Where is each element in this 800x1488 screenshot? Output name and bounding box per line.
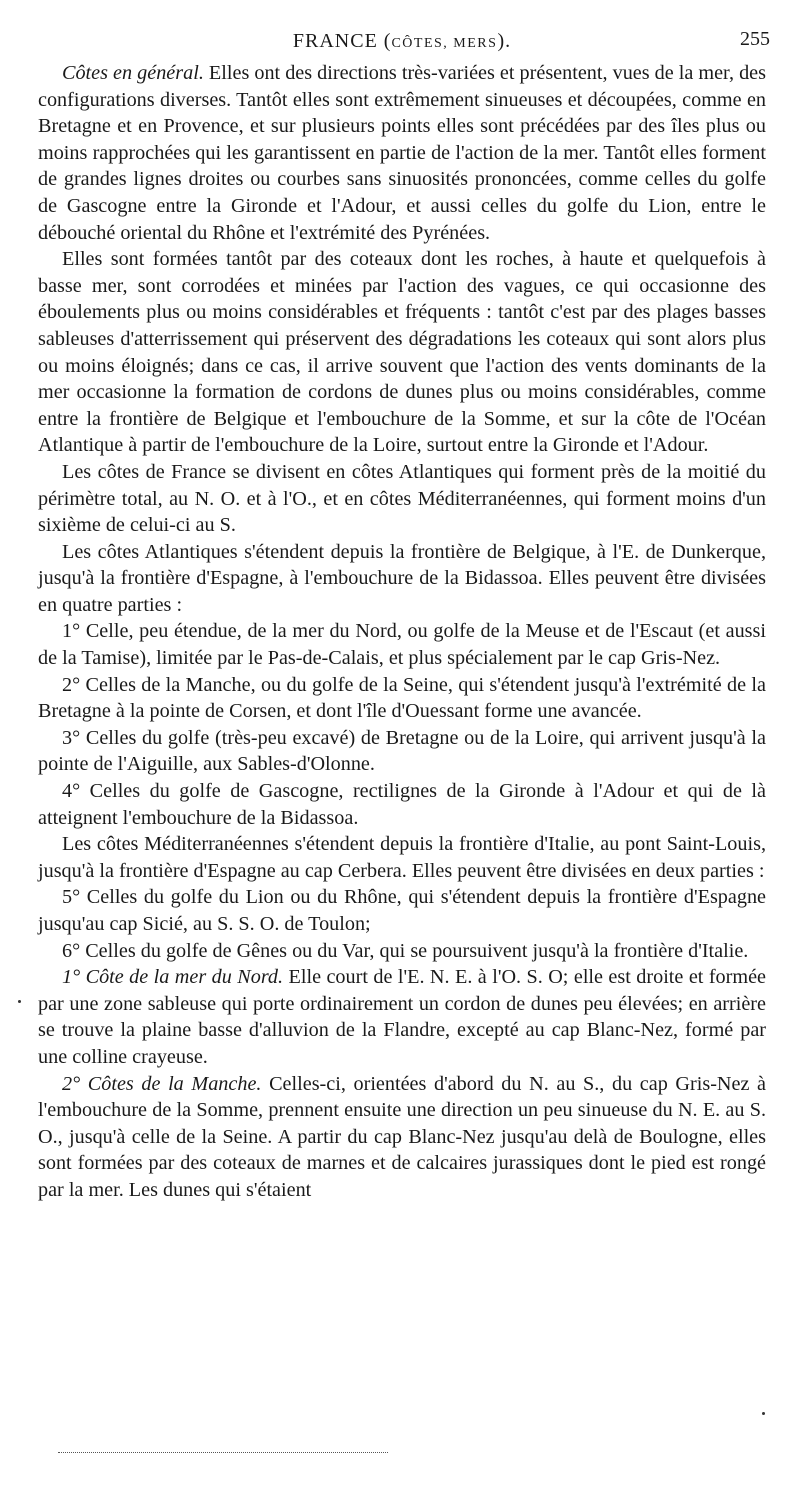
paragraph-text: Elle court de l'E. N. E. à l'O. S. O; elle est droite et formée par une zone sableuse qui porte ordinairement un cordon de dunes peu élevées; en arrière se trouve la plaine basse d'alluvion de la Flandre, excepté au cap Blanc-Nez, formé par une colline crayeuse.: [38, 966, 766, 1068]
paragraph: [38, 778, 766, 831]
paragraph-text: Elles ont des directions très-variées et présentent, vues de la mer, des configurations diverses. Tantôt elles sont extrêmement sinueuses et découpées, comme en Bretagne et en Provence, et sur plusieurs points elles sont précédées par des îles plus ou moins rapprochées qui les garantissent en partie de l'action de la mer. Tantôt elles forment de grandes lignes droites ou courbes sans sinuosités prononcées, comme celles du golfe de Gascogne entre la Gironde et l'Adour, et aussi celles du golfe du Lion, entre le débouché oriental du Rhône et l'extrémité des Pyrénées.: [38, 62, 766, 244]
paragraph: [38, 884, 766, 937]
paragraph-text: Les côtes Atlantiques s'étendent depuis la frontière de Belgique, à l'E. de Dunkerque, jusqu'à la frontière d'Espagne, à l'embouchure de la Bidassoa. Elles peuvent être divisées en quatre parties :: [38, 540, 766, 616]
paragraph: [38, 964, 766, 1070]
paragraph: [38, 60, 766, 246]
stray-mark: [18, 1000, 21, 1003]
paragraph: [38, 618, 766, 671]
paragraph: [38, 725, 766, 778]
paragraph-lead: 1° Côte de la mer du Nord.: [62, 966, 284, 989]
document-page: [38, 22, 770, 1204]
paragraph: [38, 938, 766, 965]
paragraph-text: Elles sont formées tantôt par des coteaux dont les roches, à haute et quelquefois à basse mer, sont corrodées et minées par l'action des vagues, ce qui occasionne des éboulements plus ou moins considérables et fréquents : tantôt c'est par des plages basses sableuses d'atterrissement qui préservent des dégradations les coteaux qui sont alors plus ou moins éloignés; dans ce cas, il arrive souvent que l'action des vents dominants de la mer occasionne la formation de cordons de dunes plus ou moins considérables, comme entre la frontière de Belgique et l'embouchure de la Somme, et sur la côte de l'Océan Atlantique à partir de l'embouchure de la Loire, surtout entre la Gironde et l'Adour.: [38, 248, 766, 457]
paragraph-text: 2° Celles de la Manche, ou du golfe de la Seine, qui s'étendent jusqu'à l'extrémité de la Bretagne à la pointe de Corsen, et dont l'île d'Ouessant forme une avancée.: [38, 673, 766, 723]
title-smallcaps: CÔTES, MERS: [391, 36, 498, 51]
paragraph: [38, 1071, 766, 1204]
running-title: [38, 30, 766, 53]
paragraph: [38, 831, 766, 884]
paragraph-text: 5° Celles du golfe du Lion ou du Rhône, qui s'étendent depuis la frontière d'Espagne jusqu'au cap Sicié, au S. S. O. de Toulon;: [38, 886, 766, 935]
paragraph-text: 1° Celle, peu étendue, de la mer du Nord, ou golfe de la Meuse et de l'Escaut (et aussi de la Tamise), limitée par le Pas-de-Calais, et plus spécialement par le cap Gris-Nez.: [38, 620, 766, 670]
title-end: ).: [497, 30, 512, 52]
page-number: 255: [740, 28, 770, 50]
bottom-rule: [58, 1452, 388, 1453]
stray-mark: [762, 1412, 765, 1415]
paragraph-lead: Côtes en général.: [62, 62, 204, 84]
paragraph-text: Les côtes Méditerranéennes s'étendent depuis la frontière d'Italie, au pont Saint-Louis, jusqu'à la frontière d'Espagne au cap Cerbera. Elles peuvent être divisées en deux parties :: [38, 833, 766, 882]
paragraph-text: Les côtes de France se divisent en côtes Atlantiques qui forment près de la moitié du périmètre total, au N. O. et à l'O., et en côtes Méditerranéennes, qui forment moins d'un sixième de celui-ci au S.: [38, 460, 766, 537]
paragraph: [38, 539, 766, 619]
paragraph-text: Celles-ci, orientées d'abord du N. au S., du cap Gris-Nez à l'embouchure de la Somme, prennent ensuite une direction un peu sinueuse du N. E. au S. O., jusqu'à celle de la Seine. A partir du cap Blanc-Nez jusqu'au delà de Boulogne, elles sont formées par des coteaux de marnes et de calcaires jurassiques dont le pied est rongé par la mer. Les dunes qui s'étaient: [38, 1072, 766, 1201]
paragraph-text: 3° Celles du golfe (très-peu excavé) de Bretagne ou de la Loire, qui arrivent jusqu'à la pointe de l'Aiguille, aux Sables-d'Olonne.: [38, 726, 766, 776]
title-main: FRANCE (: [292, 30, 392, 52]
paragraph: [38, 246, 766, 459]
body-text: [38, 60, 766, 1204]
paragraph: [38, 459, 766, 539]
paragraph-text: 4° Celles du golfe de Gascogne, rectilignes de la Gironde à l'Adour et qui de là atteignent l'embouchure de la Bidassoa.: [38, 780, 766, 829]
paragraph: [38, 672, 766, 725]
paragraph-lead: 2° Côtes de la Manche.: [62, 1072, 262, 1095]
paragraph-text: 6° Celles du golfe de Gênes ou du Var, qui se poursuivent jusqu'à la frontière d'Italie.: [62, 939, 749, 962]
running-header: [38, 22, 770, 56]
